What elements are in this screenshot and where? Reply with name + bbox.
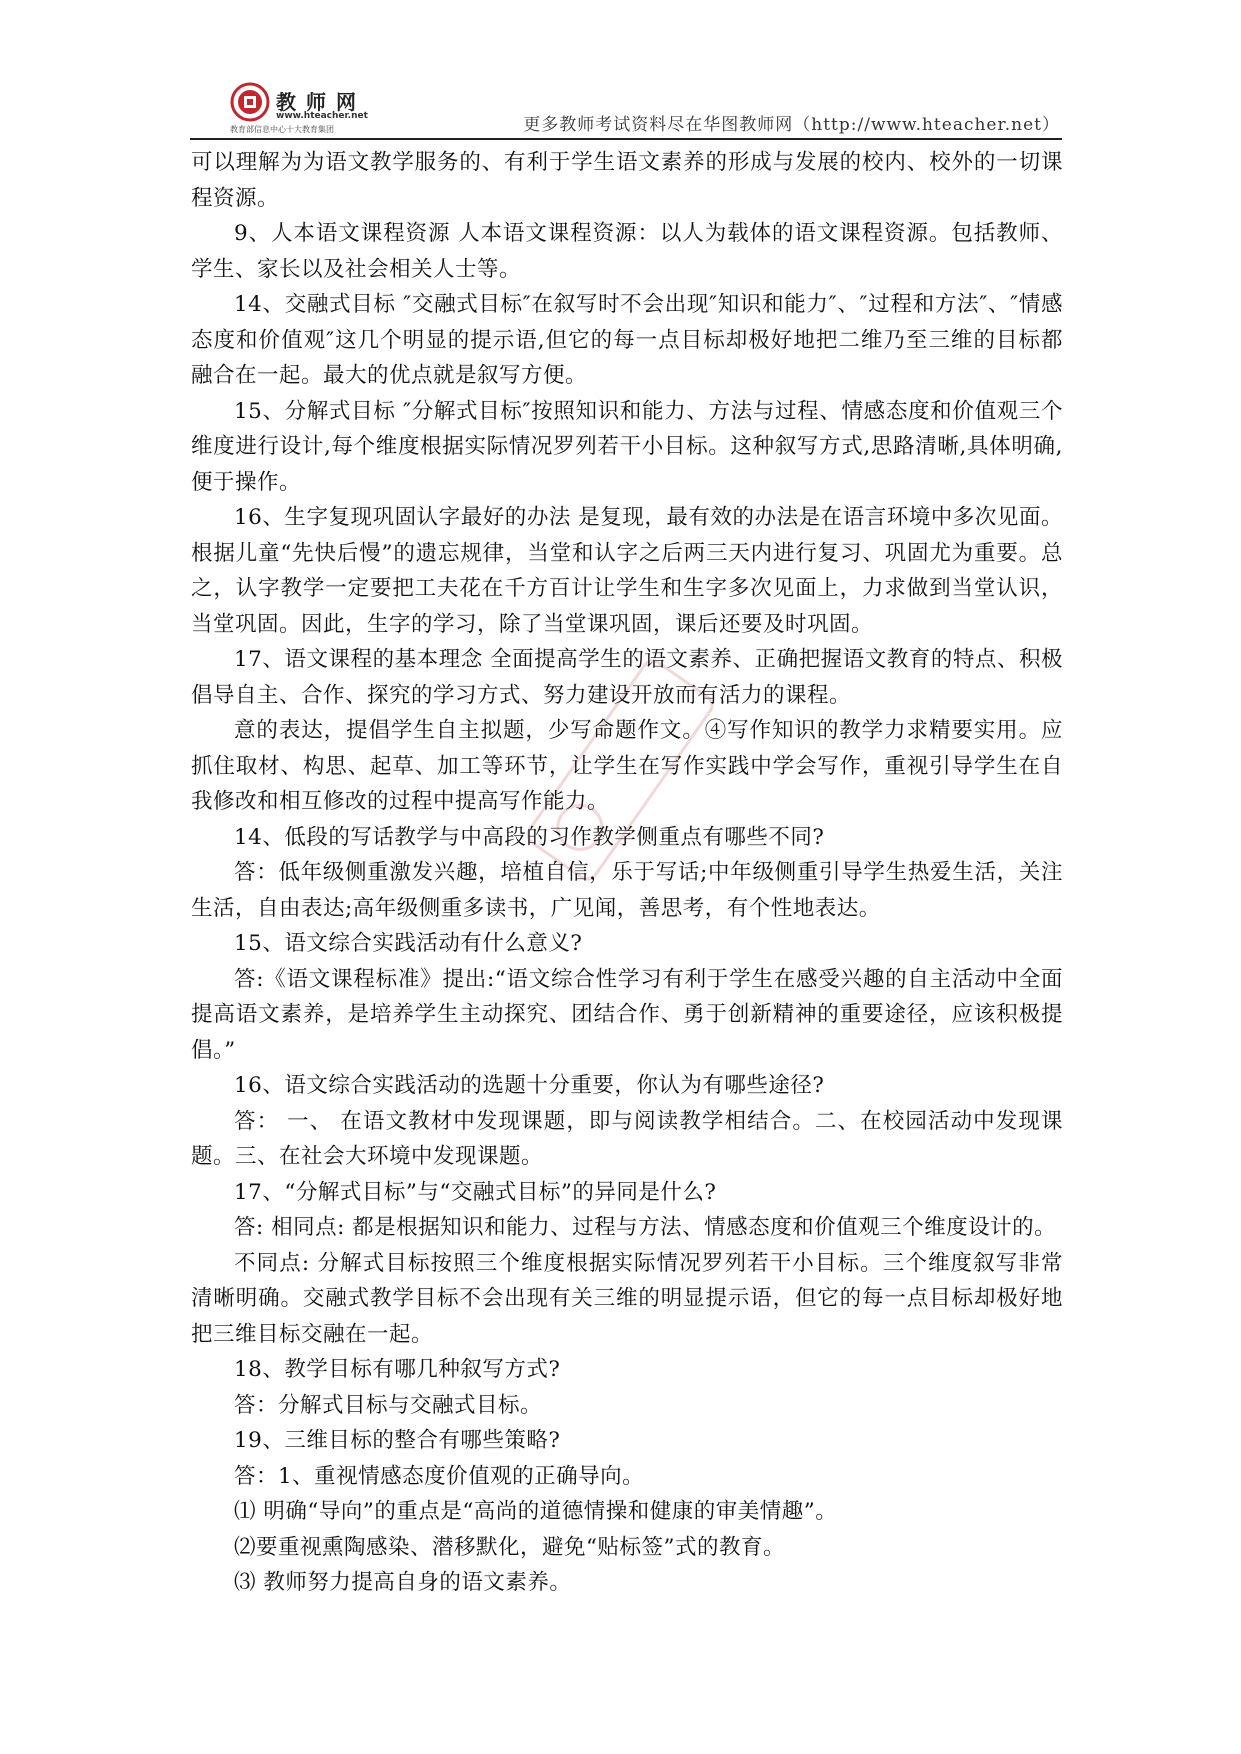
- answer: 答: 相同点: 都是根据知识和能力、过程与方法、情感态度和价值观三个维度设计的。: [234, 1215, 1057, 1240]
- logo-title: 教师网: [276, 90, 366, 114]
- header-tagline: 更多教师考试资料尽在华图教师网（http://www.hteacher.net）: [523, 115, 1060, 135]
- list-item: ⑵要重视熏陶感染、潜移默化，避免“贴标签”式的教育。: [234, 1534, 785, 1560]
- list-item: ⑴ 明确“导向”的重点是“高尚的道德情操和健康的审美情趣”。: [234, 1499, 838, 1524]
- paragraph: 可以理解为为语文教学服务的、有利于学生语文素养的形成与发展的校内、校外的一切课程资源。: [191, 150, 1063, 211]
- question: 14、低段的写话教学与中高段的习作教学侧重点有哪些不同?: [234, 824, 825, 850]
- answer: 不同点: 分解式目标按照三个维度根据实际情况罗列若干小目标。三个维度叙写非常清晰明确。交融式教学目标不会出现有关三维的明显提示语，但它的每一点目标却极好地把三维目标交融在一起。: [191, 1250, 1063, 1347]
- paragraph: 意的表达，提倡学生自主拟题，少写命题作文。④写作知识的教学力求精要实用。应抓住取材、构思、起草、加工等环节，让学生在写作实践中学会写作，重视引导学生在自我修改和相互修改的过程中提高写作能力。: [191, 718, 1063, 814]
- paragraph: 9、人本语文课程资源 人本语文课程资源：以人为载体的语文课程资源。包括教师、学生、家长以及社会相关人士等。: [191, 221, 1063, 282]
- question: 19、三维目标的整合有哪些策略?: [234, 1428, 561, 1453]
- answer: 答： 一、 在语文教材中发现课题，即与阅读教学相结合。二、在校园活动中发现课题。三、在社会大环境中发现课题。: [191, 1108, 1063, 1169]
- logo-seal-icon: [230, 82, 270, 122]
- list-item: ⑶ 教师努力提高自身的语文素养。: [234, 1570, 572, 1595]
- paragraph: 17、语文课程的基本理念 全面提高学生的语文素养、正确把握语文教育的特点、积极倡导自主、合作、探究的学习方式、努力建设开放而有活力的课程。: [191, 647, 1063, 708]
- answer: 答：低年级侧重激发兴趣，培植自信，乐于写话;中年级侧重引导学生热爱生活，关注生活，自由表达;高年级侧重多读书，广见闻，善思考，有个性地表达。: [191, 860, 1063, 921]
- paragraph: 14、交融式目标 ″交融式目标″在叙写时不会出现″知识和能力″、″过程和方法″、″情感态度和价值观″这几个明显的提示语,但它的每一点目标却极好地把二维乃至三维的目标都融合在一起。最大的优点就是叙写方便。: [191, 292, 1063, 388]
- answer: 答:《语文课程标准》提出:“语文综合性学习有利于学生在感受兴趣的自主活动中全面提高语文素养，是培养学生主动探究、团结合作、勇于创新精神的重要途径，应该积极提倡。”: [191, 966, 1063, 1063]
- page-header: [230, 82, 1060, 138]
- question: 17、“分解式目标”与“交融式目标”的异同是什么?: [234, 1179, 717, 1205]
- logo-subtitle: 教育部信息中心十大教育集团: [230, 125, 334, 134]
- question: 18、教学目标有哪几种叙写方式?: [234, 1357, 561, 1382]
- logo-url: www.hteacher.net: [276, 111, 368, 121]
- paragraph: 15、分解式目标 ″分解式目标″按照知识和能力、方法与过程、情感态度和价值观三个维度进行设计,每个维度根据实际情况罗列若干小目标。这种叙写方式,思路清晰,具体明确,便于操作。: [191, 398, 1063, 495]
- header-divider: [190, 138, 1062, 140]
- document-body: [191, 145, 1063, 1601]
- answer: 答：1、重视情感态度价值观的正确导向。: [234, 1463, 645, 1489]
- question: 15、语文综合实践活动有什么意义?: [234, 931, 583, 956]
- answer: 答：分解式目标与交融式目标。: [234, 1392, 543, 1418]
- question: 16、语文综合实践活动的选题十分重要，你认为有哪些途径?: [234, 1073, 825, 1098]
- paragraph: 16、生字复现巩固认字最好的办法 是复现，最有效的办法是在语言环境中多次见面。根据儿童“先快后慢”的遗忘规律，当堂和认字之后两三天内进行复习、巩固尤为重要。总之，认字教学一定要把工夫花在千方百计让学生和生字多次见面上，力求做到当堂认识，当堂巩固。因此，生字的学习，除了当堂课巩固，课后还要及时巩固。: [191, 505, 1063, 637]
